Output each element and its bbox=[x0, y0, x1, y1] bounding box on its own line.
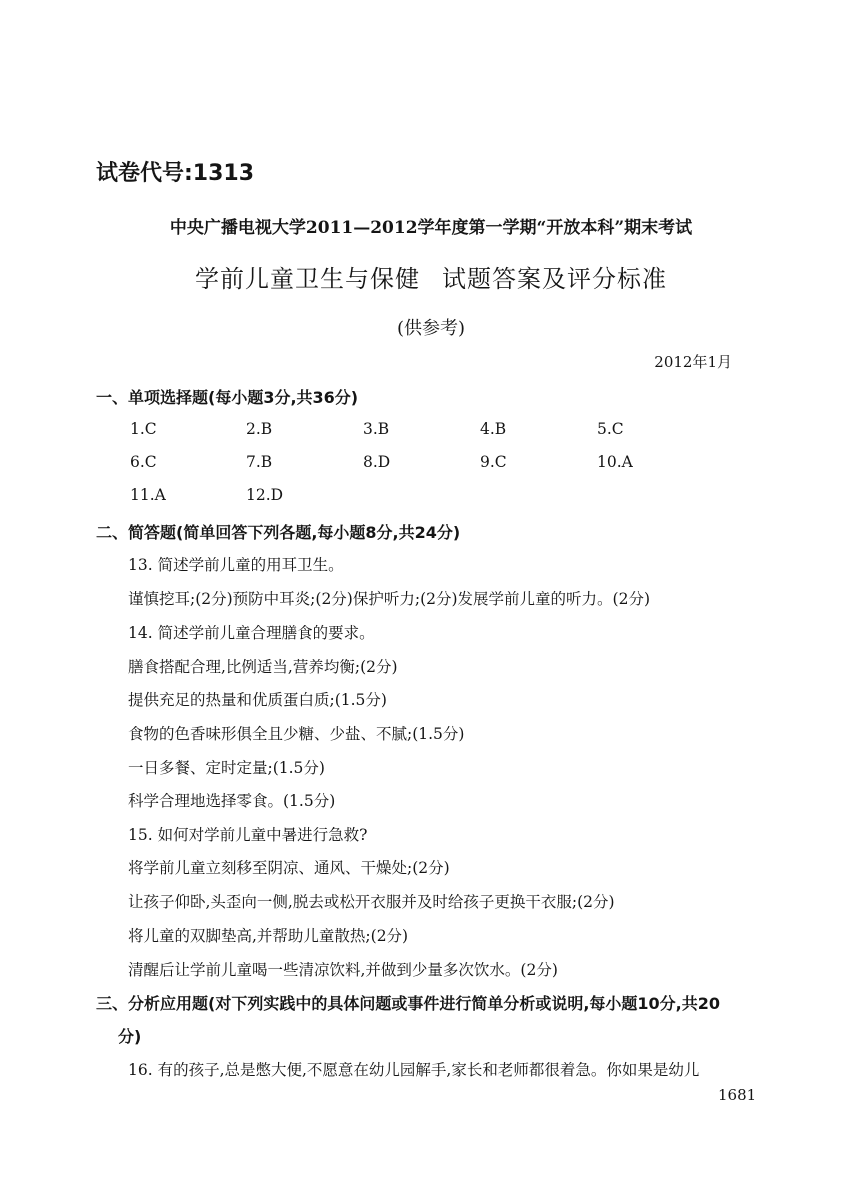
paper-code: 试卷代号:1313 bbox=[96, 161, 255, 186]
question-16: 16. 有的孩子,总是憋大便,不愿意在幼儿园解手,家长和老师都很着急。你如果是幼儿 bbox=[128, 1061, 700, 1079]
answer-line: 将儿童的双脚垫高,并帮助儿童散热;(2分) bbox=[128, 927, 409, 945]
answer-9: 9.C bbox=[480, 453, 507, 471]
answer-line: 谨慎挖耳;(2分)预防中耳炎;(2分)保护听力;(2分)发展学前儿童的听力。(2分) bbox=[128, 590, 650, 608]
answer-6: 6.C bbox=[130, 453, 157, 471]
answer-line: 让孩子仰卧,头歪向一侧,脱去或松开衣服并及时给孩子更换干衣服;(2分) bbox=[128, 893, 615, 911]
answer-1: 1.C bbox=[130, 420, 157, 438]
answer-7: 7.B bbox=[246, 453, 273, 471]
answer-line: 科学合理地选择零食。(1.5分) bbox=[128, 792, 336, 810]
answer-4: 4.B bbox=[480, 420, 507, 438]
answer-5: 5.C bbox=[597, 420, 624, 438]
answer-line: 清醒后让学前儿童喝一些清凉饮料,并做到少量多次饮水。(2分) bbox=[128, 961, 558, 979]
section3-heading: 三、分析应用题(对下列实践中的具体问题或事件进行简单分析或说明,每小题10分,共20 bbox=[96, 994, 721, 1013]
answer-10: 10.A bbox=[597, 453, 633, 471]
answer-8: 8.D bbox=[363, 453, 391, 471]
answer-line: 一日多餐、定时定量;(1.5分) bbox=[128, 759, 325, 777]
answer-line: 食物的色香味形俱全且少糖、少盐、不腻;(1.5分) bbox=[128, 725, 465, 743]
question-15: 15. 如何对学前儿童中暑进行急救? bbox=[128, 826, 368, 844]
subject-title bbox=[0, 259, 862, 294]
question-14: 14. 简述学前儿童合理膳食的要求。 bbox=[128, 624, 375, 642]
answer-line: 提供充足的热量和优质蛋白质;(1.5分) bbox=[128, 691, 387, 709]
page-number: 1681 bbox=[718, 1086, 757, 1104]
subtitle: 试题答案及评分标准 bbox=[442, 265, 667, 293]
section1-heading: 一、单项选择题(每小题3分,共36分) bbox=[96, 388, 359, 407]
subject-name: 学前儿童卫生与保健 bbox=[195, 265, 420, 293]
answer-line: 膳食搭配合理,比例适当,营养均衡;(2分) bbox=[128, 658, 398, 676]
answer-12: 12.D bbox=[246, 486, 284, 504]
reference-note: (供参考) bbox=[396, 318, 466, 339]
exam-date: 2012年1月 bbox=[654, 353, 732, 371]
section2-heading: 二、简答题(简单回答下列各题,每小题8分,共24分) bbox=[96, 523, 461, 542]
question-13: 13. 简述学前儿童的用耳卫生。 bbox=[128, 556, 344, 574]
answer-11: 11.A bbox=[130, 486, 166, 504]
answer-3: 3.B bbox=[363, 420, 390, 438]
answer-2: 2.B bbox=[246, 420, 273, 438]
exam-title: 中央广播电视大学2011—2012学年度第一学期“开放本科”期末考试 bbox=[169, 218, 693, 238]
section3-heading-continued: 分) bbox=[118, 1027, 142, 1046]
answer-line: 将学前儿童立刻移至阴凉、通风、干燥处;(2分) bbox=[128, 859, 450, 877]
